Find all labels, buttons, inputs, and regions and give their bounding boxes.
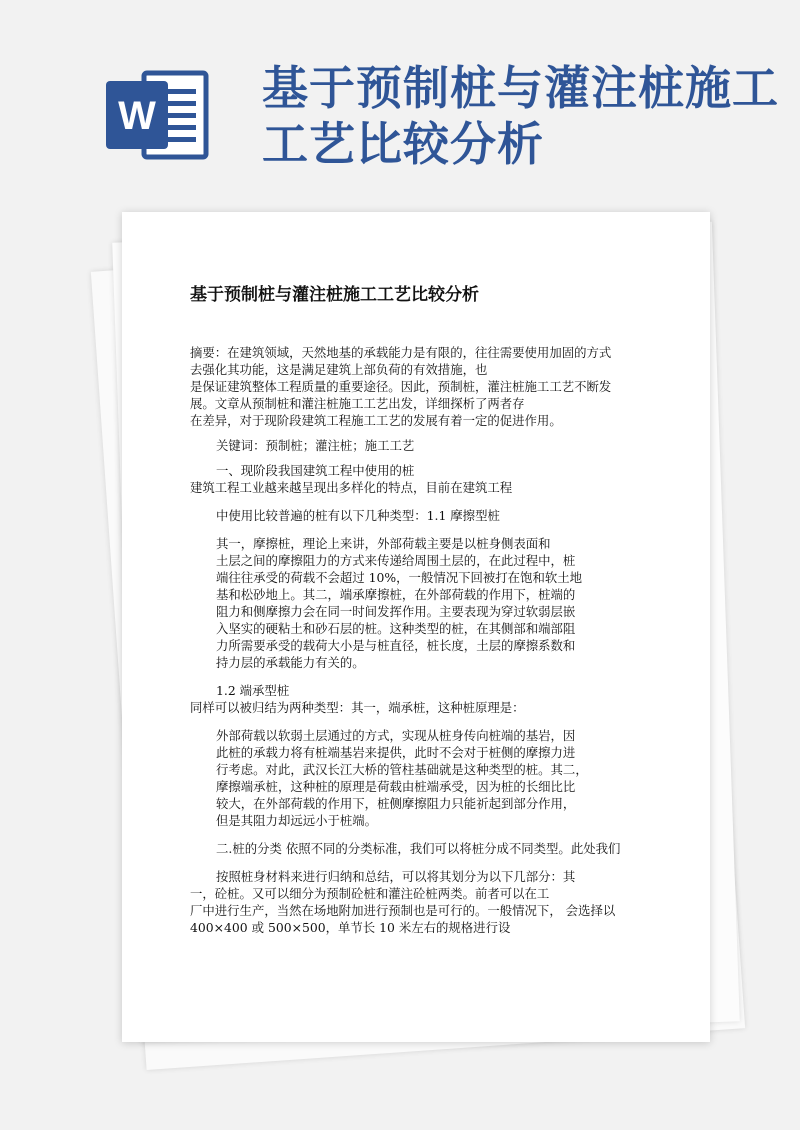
word-document-icon [104, 65, 214, 165]
body-paragraph: 建筑工程工业越来越呈现出多样化的特点，目前在建筑工程 [190, 480, 513, 495]
body-paragraph: 一，砼桩。又可以细分为预制砼桩和灌注砼桩两类。前者可以在工 厂中进行生产，当然在场地附加进行预制也是可行的。一般情况下， 会选择以 400×400 或 500×500，单节长 10 米左右的规格进行设 [190, 886, 616, 935]
page-heading: 基于预制桩与灌注桩施工工艺比较分析 [190, 285, 479, 305]
word-icon-letter: W [118, 94, 156, 138]
document-body [190, 344, 638, 936]
body-paragraph: 中使用比较普遍的桩有以下几种类型：1.1 摩擦型桩 [216, 508, 500, 523]
section-heading-1: 一、现阶段我国建筑工程中使用的桩 [216, 463, 415, 478]
body-paragraph: 其一，摩擦桩，理论上来讲，外部荷载主要是以桩身侧表面和 土层之间的摩擦阻力的方式来传递给周围土层的，在此过程中，桩 端往往承受的荷载不会超过 10%，一般情况下回被打在饱和软土地 基和松砂地上。其二，端承摩擦桩，在外部荷载的作用下，桩端的 阻力和侧摩擦力会在同一时间发挥作用。主要表现为穿过软弱层嵌 入坚实的硬粘土和砂石层的桩。这种类型的桩，在其侧部和端部阻 力所需要承受的载荷大小是与桩直径，桩长度，土层的摩擦系数和 持力层的承载能力有关的。 [216, 536, 583, 670]
body-paragraph: 按照桩身材料来进行归纳和总结，可以将其划分为以下几部分：其 [216, 869, 576, 884]
abstract-paragraph: 摘要：在建筑领域，天然地基的承载能力是有限的，往往需要使用加固的方式 去强化其功能，这是满足建筑上部负荷的有效措施，也 是保证建筑整体工程质量的重要途径。因此，预制桩，灌注桩施工工艺不断发 展。文章从预制桩和灌注桩施工工艺出发，详细探析了两者存 在差异，对于现阶段建筑工程施工工艺的发展有着一定的促进作用。 [190, 345, 612, 428]
keywords-line: 关键词：预制桩；灌注桩；施工工艺 [216, 438, 415, 453]
body-paragraph: 同样可以被归结为两种类型：其一，端承桩，这种桩原理是： [190, 700, 525, 715]
document-title: 基于预制桩与灌注桩施工工艺比较分析 [262, 61, 779, 171]
body-paragraph: 外部荷载以软弱土层通过的方式，实现从桩身传向桩端的基岩，因 此桩的承载力将有桩端基岩来提供，此时不会对于桩侧的摩擦力进 行考虑。对此，武汉长江大桥的管柱基础就是这种类型的桩。其二， 摩擦端承桩，这种桩的原理是荷载由桩端承受，因为桩的长细比比 较大，在外部荷载的作用下，桩侧摩擦阻力只能祈起到部分作用， 但是其阻力却远远小于桩端。 [216, 728, 588, 828]
document-page [122, 212, 710, 1042]
subsection-heading: 1.2 端承型桩 [216, 683, 290, 698]
section-heading-2: 二.桩的分类 依照不同的分类标准，我们可以将桩分成不同类型。此处我们 [216, 841, 621, 856]
